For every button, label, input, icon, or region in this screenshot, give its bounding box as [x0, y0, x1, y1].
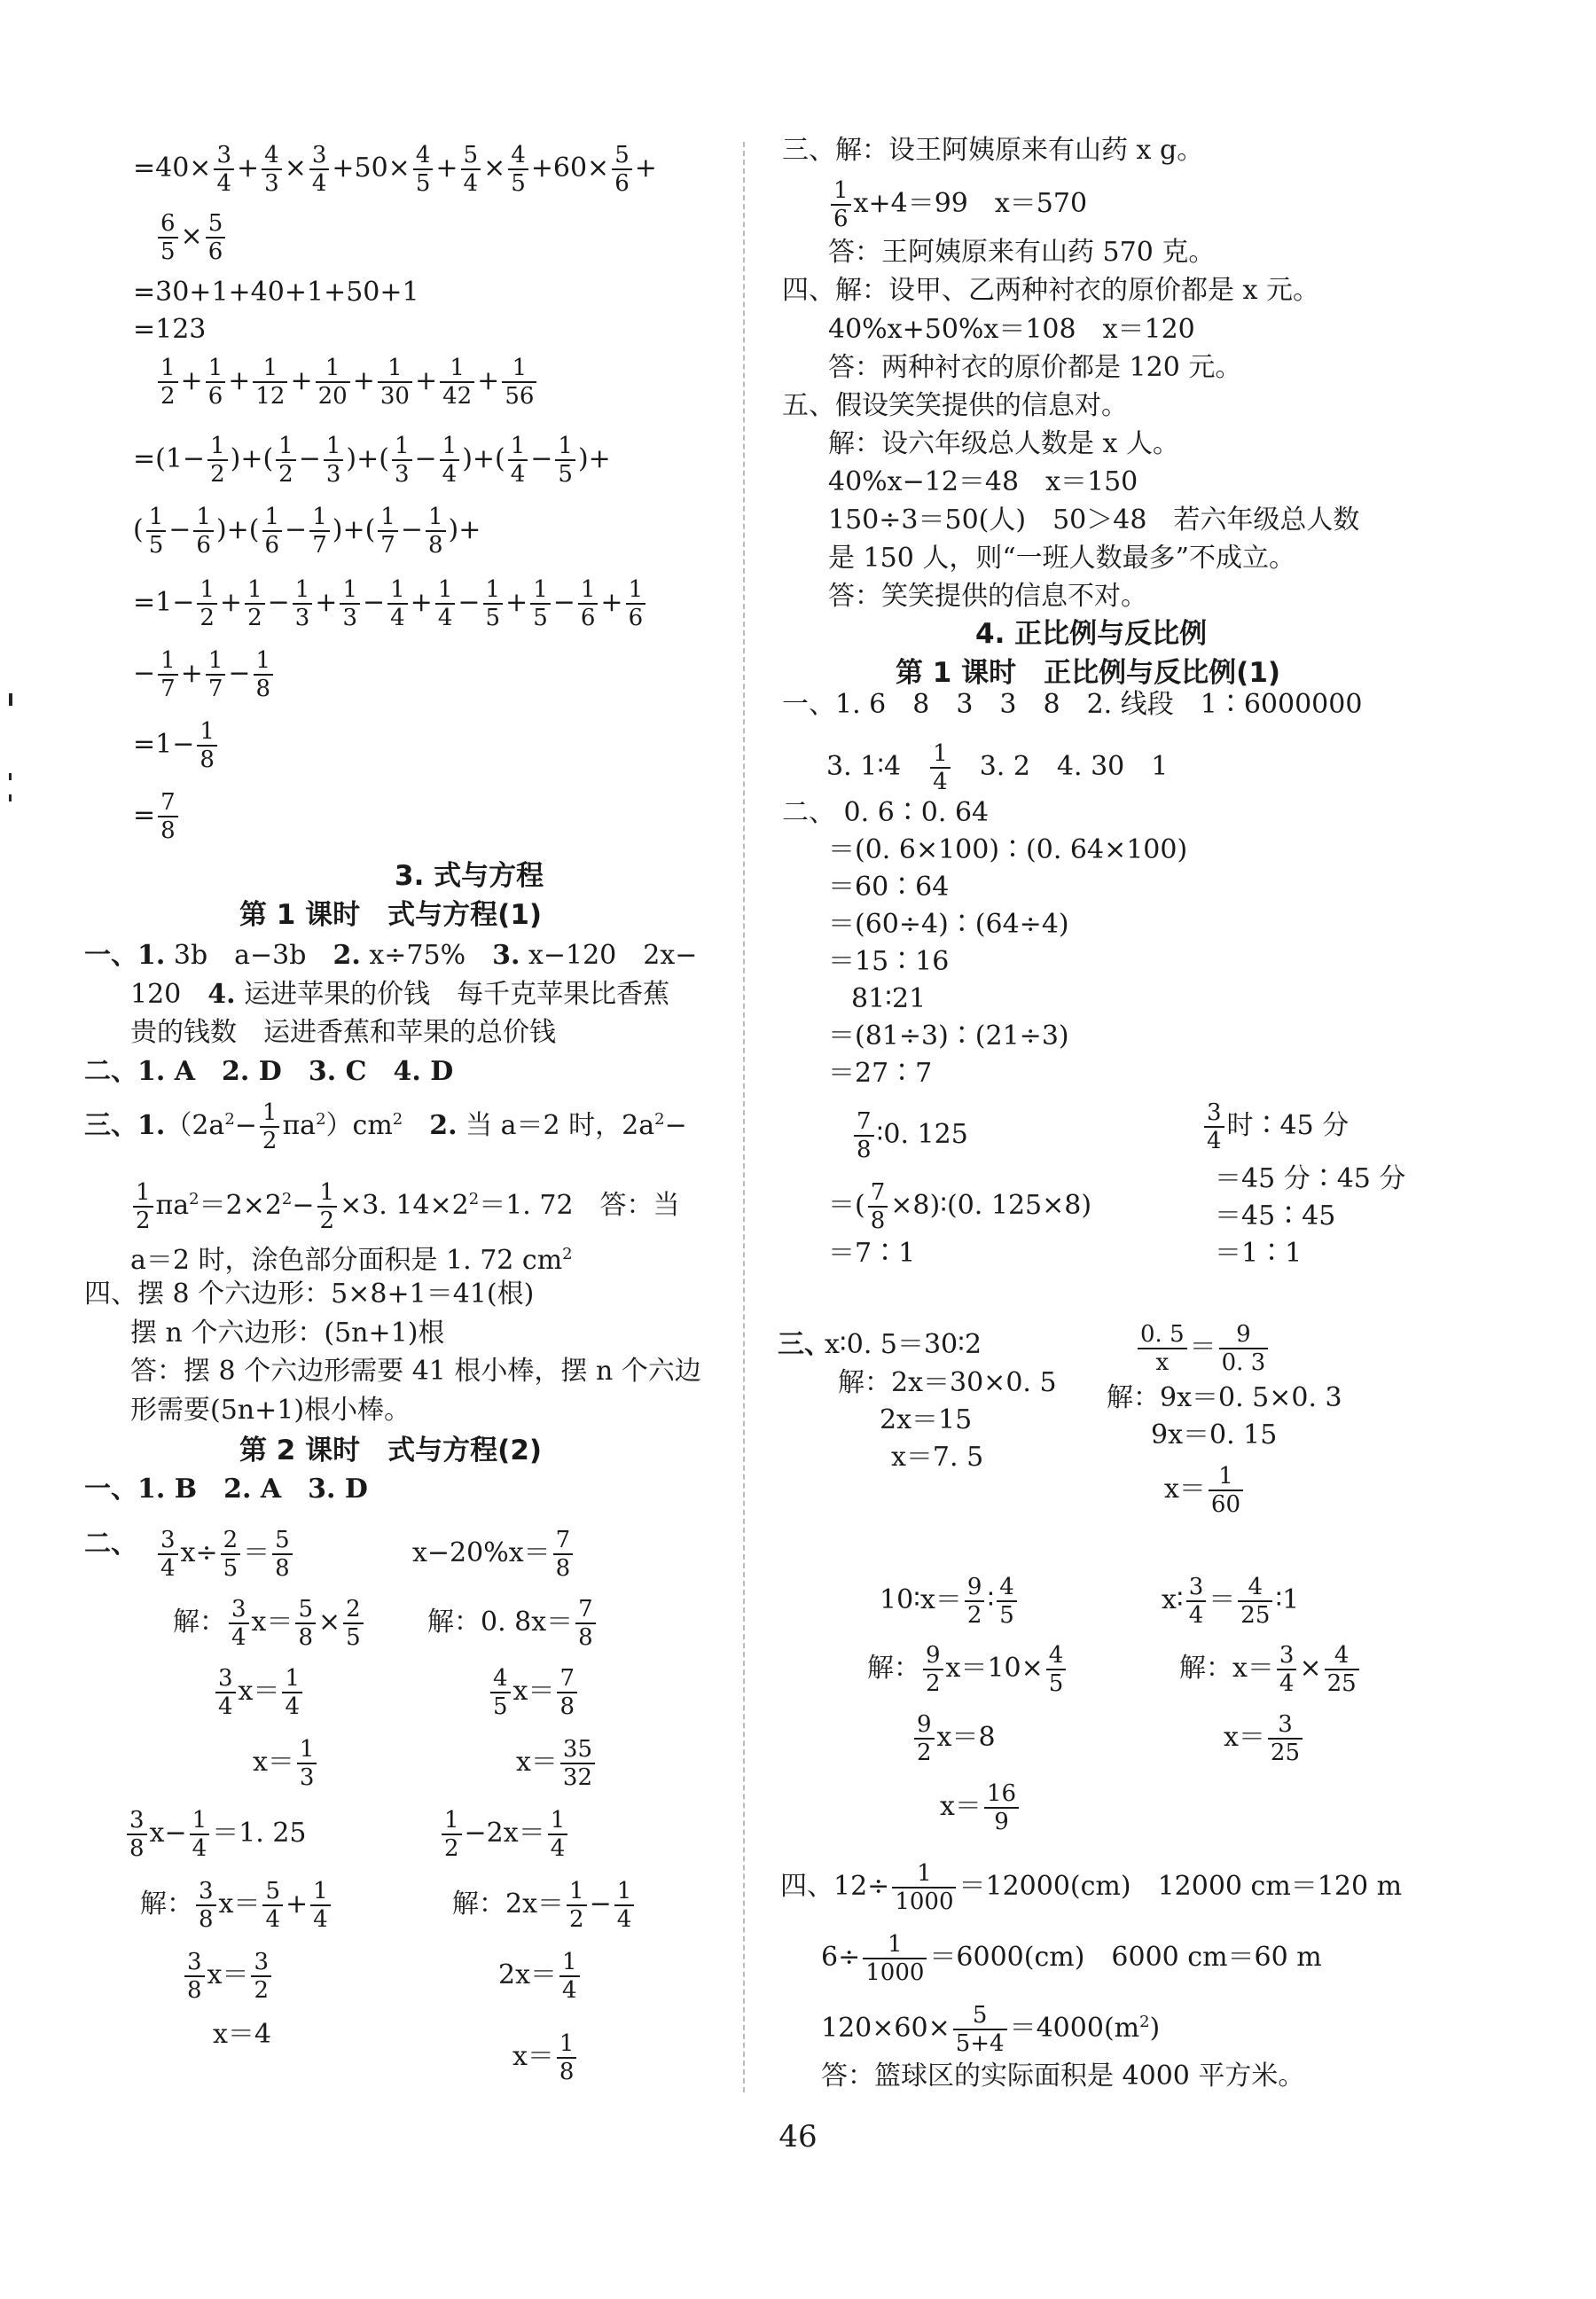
fraction: $\frac{3}{4}$ [229, 1596, 249, 1651]
section-title: 4. 正比例与反比例 [975, 618, 1208, 650]
fraction: $\frac{3}{4}$ [1186, 1574, 1207, 1629]
proportion-a-2: 解：2x＝30×0. 5 [838, 1367, 1057, 1398]
fraction: $\frac{1}{42}$ [440, 355, 474, 410]
q3-row-1: 三、 [778, 1329, 831, 1360]
fraction: $\frac{1}{4}$ [614, 1878, 635, 1933]
fraction: $\frac{2}{5}$ [221, 1527, 241, 1582]
proportion-b-2: 解：9x＝0. 5×0. 3 [1107, 1382, 1342, 1413]
fraction: $\frac{1}{2}$ [276, 433, 296, 488]
eq-d-2: 解：2x＝ $\frac{1}{2}$ − $\frac{1}{4}$ [452, 1878, 637, 1933]
fraction: $\frac{1}{6}$ [626, 576, 646, 631]
fraction: $\frac{1}{5}$ [530, 576, 551, 631]
fraction: $\frac{7}{8}$ [553, 1527, 574, 1582]
fraction: $\frac{1}{2}$ [260, 1099, 280, 1154]
fraction: $\frac{1}{4}$ [387, 576, 408, 631]
answer-line: ＝(60÷4)∶(64÷4) [828, 909, 1069, 940]
answer-line: ＝60∶64 [828, 872, 950, 903]
fraction: $\frac{7}{8}$ [575, 1596, 596, 1651]
lesson-title: 第 2 课时 式与方程(2) [239, 1435, 543, 1466]
proportion-b-1: $\frac{0. 5}{x}$ ＝ $\frac{9}{0. 3}$ [1135, 1321, 1271, 1376]
fraction: $\frac{6}{5}$ [158, 210, 178, 265]
answer-line: 40%x+50%x＝108 x＝120 [828, 314, 1195, 345]
eq-d-3: 2x＝ $\frac{1}{4}$ [498, 1949, 583, 2004]
fraction: $\frac{1}{4}$ [508, 433, 528, 488]
calc-line-5: $\frac{1}{2}$ + $\frac{1}{6}$ + $\frac{1}{12}$ + $\frac{1}{20}$ + $\frac{1}{30}$ + $\frac{1}{42}$ + $\frac{1}{56}$ [155, 355, 539, 410]
ratio-b-2: ＝45 分∶45 分 [1215, 1163, 1406, 1194]
fraction: $\frac{1}{5}$ [483, 576, 504, 631]
fraction: $\frac{3}{4}$ [215, 1665, 236, 1720]
fraction: $\frac{3}{2}$ [251, 1949, 271, 2004]
fraction: $\frac{1}{4}$ [435, 576, 456, 631]
q1-line-2: 120 4. 运进苹果的价钱 每千克苹果比香蕉 [130, 979, 670, 1010]
q4-line-2: 摆 n 个六边形：(5n+1)根 [130, 1318, 445, 1349]
proportion-c-2: 解： $\frac{9}{2}$ x＝10× $\frac{4}{5}$ [867, 1642, 1068, 1697]
column-divider [743, 142, 745, 2092]
eq-a-3: $\frac{3}{4}$ x＝ $\frac{1}{4}$ [213, 1665, 305, 1720]
fraction: $\frac{1}{60}$ [1209, 1463, 1243, 1518]
answer-line: $\frac{1}{6}$ x+4＝99 x＝570 [828, 177, 1087, 232]
answer-line: 四、解：设甲、乙两种衬衣的原价都是 x 元。 [782, 275, 1319, 306]
q5-line: 一、1. B 2. A 3. D [84, 1474, 368, 1505]
fraction: $\frac{1}{3}$ [297, 1736, 317, 1791]
fraction: $\frac{4}{3}$ [262, 142, 282, 197]
fraction: $\frac{0. 5}{x}$ [1138, 1321, 1187, 1376]
fraction: $\frac{5}{8}$ [272, 1527, 293, 1582]
fraction: $\frac{1}{2}$ [317, 1179, 338, 1234]
fraction: $\frac{3}{4}$ [1277, 1642, 1297, 1697]
fraction: $\frac{9}{0. 3}$ [1219, 1321, 1269, 1376]
fraction: $\frac{1}{3}$ [324, 433, 344, 488]
fraction: $\frac{1}{2}$ [245, 576, 265, 631]
q4-line-1: 四、摆 8 个六边形：5×8+1＝41(根) [84, 1279, 535, 1310]
fraction: $\frac{1}{56}$ [502, 355, 536, 410]
answer-line: 是 150 人，则“一班人数最多”不成立。 [828, 543, 1296, 574]
fraction: $\frac{4}{5}$ [413, 142, 434, 197]
fraction: $\frac{1}{7}$ [158, 647, 178, 702]
ratio-a-3: ＝7∶1 [828, 1238, 916, 1269]
fraction: $\frac{4}{25}$ [1238, 1574, 1272, 1629]
fraction: $\frac{1}{3}$ [340, 576, 360, 631]
proportion-c-1: 10∶x＝ $\frac{9}{2}$ ∶ $\frac{4}{5}$ [880, 1574, 1020, 1629]
eq-c-3: $\frac{3}{8}$ x＝ $\frac{3}{2}$ [182, 1949, 274, 2004]
fraction: $\frac{5}{4}$ [461, 142, 481, 197]
fraction: $\frac{1}{6}$ [831, 177, 851, 232]
fraction: $\frac{1}{7}$ [309, 504, 330, 559]
fraction: $\frac{1}{2}$ [442, 1807, 462, 1862]
fraction: $\frac{1}{8}$ [426, 504, 446, 559]
eq-a-4: x＝ $\frac{1}{3}$ [253, 1736, 319, 1791]
fraction: $\frac{3}{8}$ [196, 1878, 216, 1933]
fraction: $\frac{1}{6}$ [206, 355, 226, 410]
q4-calc-2: 6÷ $\frac{1}{1000}$ ＝6000(cm) 6000 cm＝60 m [821, 1931, 1322, 1986]
proportion-c-3: $\frac{9}{2}$ x＝8 [911, 1711, 996, 1766]
calc-line-10: =1− $\frac{1}{8}$ [133, 718, 220, 773]
fraction: $\frac{1}{12}$ [253, 355, 287, 410]
proportion-c-4: x＝ $\frac{16}{9}$ [940, 1780, 1021, 1835]
fraction: $\frac{3}{4}$ [158, 1527, 178, 1582]
fraction: $\frac{3}{8}$ [127, 1807, 147, 1862]
fraction: $\frac{4}{5}$ [508, 142, 528, 197]
answer-line: ＝(0. 6×100)∶(0. 64×100) [828, 834, 1188, 865]
fraction: $\frac{7}{8}$ [557, 1665, 577, 1720]
fraction: $\frac{1}{4}$ [282, 1665, 302, 1720]
fraction: $\frac{1}{8}$ [254, 647, 274, 702]
section-title: 3. 式与方程 [395, 860, 544, 892]
page-number: 46 [778, 2119, 818, 2154]
fraction: $\frac{5}{4}$ [262, 1878, 283, 1933]
fraction: $\frac{3}{25}$ [1268, 1711, 1303, 1766]
fraction: $\frac{1}{2}$ [567, 1878, 587, 1933]
ratio-a-2: ＝( $\frac{7}{8}$ ×8)∶(0. 125×8) [828, 1179, 1092, 1234]
fraction: $\frac{1}{6}$ [193, 504, 214, 559]
ratio-b-4: ＝1∶1 [1215, 1238, 1303, 1269]
fraction: $\frac{7}{8}$ [854, 1108, 874, 1163]
calc-line-3: =30+1+40+1+50+1 [133, 277, 419, 308]
fraction: $\frac{1}{1000}$ [892, 1860, 956, 1915]
fraction: $\frac{1}{4}$ [559, 1949, 580, 2004]
fraction: $\frac{1}{2}$ [197, 576, 217, 631]
eq-a-2: 解： $\frac{3}{4}$ x＝ $\frac{5}{8}$ × $\frac{2}{5}$ [173, 1596, 366, 1651]
fraction: $\frac{1}{6}$ [578, 576, 598, 631]
q4-line-3: 答：摆 8 个六边形需要 41 根小棒，摆 n 个六边 [130, 1356, 701, 1387]
eq-b-1: x−20%x＝ $\frac{7}{8}$ [412, 1527, 575, 1582]
answer-line: 三、解：设王阿姨原来有山药 x g。 [782, 135, 1204, 166]
fraction: $\frac{4}{5}$ [997, 1574, 1017, 1629]
q1-line-3: 贵的钱数 运进香蕉和苹果的总价钱 [130, 1017, 556, 1048]
answer-line: 答：王阿姨原来有山药 570 克。 [828, 237, 1216, 268]
eq-b-2: 解：0. 8x＝ $\frac{7}{8}$ [427, 1596, 598, 1651]
fraction: $\frac{3}{4}$ [1204, 1099, 1224, 1154]
proportion-d-3: x＝ $\frac{3}{25}$ [1224, 1711, 1305, 1766]
ratio-a-1: $\frac{7}{8}$ ∶0. 125 [851, 1108, 968, 1163]
ratio-b-3: ＝45∶45 [1215, 1200, 1336, 1232]
fraction: $\frac{9}{2}$ [914, 1711, 935, 1766]
fraction: $\frac{1}{5}$ [555, 433, 575, 488]
fraction: $\frac{5}{6}$ [612, 142, 632, 197]
proportion-a-1: x∶0. 5＝30∶2 [825, 1329, 982, 1360]
fraction: $\frac{9}{2}$ [923, 1642, 943, 1697]
q4-calc-1: 四、12÷ $\frac{1}{1000}$ ＝12000(cm) 12000 cm＝120 m [780, 1860, 1403, 1915]
answer-line: 81∶21 [851, 983, 927, 1014]
eq-b-3: $\frac{4}{5}$ x＝ $\frac{7}{8}$ [488, 1665, 580, 1720]
fraction: $\frac{1}{2}$ [207, 433, 228, 488]
answer-line: ＝27∶7 [828, 1058, 933, 1089]
proportion-b-4: x＝ $\frac{1}{60}$ [1164, 1463, 1246, 1518]
fraction: $\frac{1}{20}$ [316, 355, 350, 410]
answer-line: 解：设六年级总人数是 x 人。 [828, 428, 1179, 459]
answer-line: 150÷3＝50(人) 50＞48 若六年级总人数 [828, 504, 1360, 536]
q2-line: 二、1. A 2. D 3. C 4. D [84, 1056, 454, 1087]
q4-calc-3: 120×60× $\frac{5}{5+4}$ $=4000(m^2)$ [821, 2002, 1161, 2057]
fraction: $\frac{1}{8}$ [557, 2030, 577, 2085]
fraction: $\frac{1}{4}$ [190, 1807, 210, 1862]
q4-answer: 答：篮球区的实际面积是 4000 平方米。 [821, 2060, 1305, 2092]
fraction: $\frac{4}{5}$ [490, 1665, 511, 1720]
answer-line: 答：两种衬衣的原价都是 120 元。 [828, 352, 1242, 383]
fraction: $\frac{1}{4}$ [548, 1807, 568, 1862]
fraction: $\frac{1}{7}$ [378, 504, 398, 559]
fraction: $\frac{1}{5}$ [146, 504, 167, 559]
q3-line-1: 三、$1.(2a^2-$ $\frac{1}{2}$ $\pi a^2)cm^2$ 2. 当 a＝2 时，$2a^2-$ [84, 1099, 687, 1154]
answer-line: ＝(81÷3)∶(21÷3) [828, 1020, 1069, 1052]
fraction: $\frac{1}{2}$ [133, 1179, 153, 1234]
calc-line-1: =40× $\frac{3}{4}$ + $\frac{4}{3}$ × $\frac{3}{4}$ +50× $\frac{4}{5}$ + $\frac{5}{4}$ × $\frac{4}{5}$ +60× $\frac{5}{6}$ + [133, 142, 657, 197]
ratio-b-1: $\frac{3}{4}$ 时∶45 分 [1201, 1099, 1349, 1154]
lesson-title: 第 1 课时 正比例与反比例(1) [896, 657, 1281, 689]
fraction: $\frac{3}{4}$ [214, 142, 234, 197]
answer-line: 40%x−12＝48 x＝150 [828, 466, 1138, 497]
answer-line: 答：笑笑提供的信息不对。 [828, 581, 1147, 612]
fraction: $\frac{1}{1000}$ [863, 1931, 927, 1986]
fraction: $\frac{5}{8}$ [295, 1596, 316, 1651]
proportion-d-1: x∶ $\frac{3}{4}$ ＝ $\frac{4}{25}$ ∶1 [1162, 1574, 1300, 1629]
answer-line: ＝15∶16 [828, 946, 950, 977]
eq-c-4: x＝4 [213, 2019, 272, 2050]
proportion-b-3: 9x＝0. 15 [1151, 1419, 1278, 1451]
fraction: $\frac{5}{6}$ [206, 210, 226, 265]
proportion-d-2: 解：x＝ $\frac{3}{4}$ × $\frac{4}{25}$ [1179, 1642, 1362, 1697]
answer-line: 五、假设笑笑提供的信息对。 [782, 390, 1128, 421]
calc-line-7: ( $\frac{1}{5}$ − $\frac{1}{6}$ )+( $\frac{1}{6}$ − $\frac{1}{7}$ )+( $\frac{1}{7}$ − $\frac{1}{8}$ )+ [133, 504, 481, 559]
fraction: $\frac{35}{32}$ [560, 1736, 595, 1791]
eq-d-4: x＝ $\frac{1}{8}$ [512, 2030, 579, 2085]
fraction: $\frac{9}{2}$ [965, 1574, 985, 1629]
fraction: $\frac{1}{7}$ [206, 647, 226, 702]
calc-line-11: = $\frac{7}{8}$ [133, 789, 181, 844]
fraction: $\frac{1}{6}$ [262, 504, 283, 559]
eq-b-4: x＝ $\frac{35}{32}$ [516, 1736, 598, 1791]
fraction: $\frac{1}{4}$ [930, 740, 951, 795]
calc-line-4: =123 [133, 314, 207, 345]
fraction: $\frac{2}{5}$ [343, 1596, 364, 1651]
scan-mark [9, 693, 12, 706]
q6-row-1: 二、 [84, 1529, 137, 1560]
fraction: $\frac{1}{30}$ [378, 355, 412, 410]
scan-mark [9, 794, 12, 802]
fraction: $\frac{1}{4}$ [440, 433, 460, 488]
lesson-title: 第 1 课时 式与方程(1) [239, 899, 543, 931]
proportion-a-4: x＝7. 5 [891, 1442, 984, 1473]
calc-line-9: − $\frac{1}{7}$ + $\frac{1}{7}$ − $\frac{1}{8}$ [133, 647, 276, 702]
scan-mark [9, 773, 12, 780]
q3-line-2: $\frac{1}{2}$ $\pi a^2=2\times 2^2-$ $\frac{1}{2}$ ×3. $14\times 2^2=1$. 72 答：当 [130, 1179, 680, 1234]
fraction: $\frac{1}{3}$ [392, 433, 412, 488]
fraction: $\frac{16}{9}$ [984, 1780, 1019, 1835]
q4-line-4: 形需要(5n+1)根小棒。 [130, 1395, 411, 1426]
fraction: $\frac{1}{4}$ [310, 1878, 331, 1933]
fraction: $\frac{1}{3}$ [293, 576, 313, 631]
eq-a-1: $\frac{3}{4}$ x÷ $\frac{2}{5}$ ＝ $\frac{5}{8}$ [155, 1527, 295, 1582]
fraction: $\frac{7}{8}$ [158, 789, 178, 844]
fraction: $\frac{1}{8}$ [197, 718, 217, 773]
eq-d-1: $\frac{1}{2}$ −2x＝ $\frac{1}{4}$ [439, 1807, 570, 1862]
fraction: $\frac{7}{8}$ [868, 1179, 888, 1234]
answer-line: 3. 1∶4 $\frac{1}{4}$ 3. 2 4. 30 1 [826, 740, 1169, 795]
fraction: $\frac{3}{8}$ [184, 1949, 205, 2004]
fraction: $\frac{3}{4}$ [309, 142, 330, 197]
fraction: $\frac{1}{2}$ [158, 355, 178, 410]
calc-line-8: =1− $\frac{1}{2}$ + $\frac{1}{2}$ − $\frac{1}{3}$ + $\frac{1}{3}$ − $\frac{1}{4}$ + $\frac{1}{4}$ − $\frac{1}{5}$ + $\frac{1}{5}$ − $\frac{1}{6}$ + $\frac{1}{6}$ [133, 576, 648, 631]
answer-line: 一、1. 6 8 3 3 8 2. 线段 1∶6000000 [782, 689, 1363, 720]
eq-c-1: $\frac{3}{8}$ x− $\frac{1}{4}$ ＝1. 25 [124, 1807, 307, 1862]
fraction: $\frac{4}{25}$ [1325, 1642, 1359, 1697]
calc-line-6: =(1− $\frac{1}{2}$ )+( $\frac{1}{2}$ − $\frac{1}{3}$ )+( $\frac{1}{3}$ − $\frac{1}{4}$ )+( $\frac{1}{4}$ − $\frac{1}{5}$ )+ [133, 433, 611, 488]
answer-line: 二、 0. 6∶0. 64 [782, 797, 990, 828]
proportion-a-3: 2x＝15 [880, 1404, 973, 1435]
eq-c-2: 解： $\frac{3}{8}$ x＝ $\frac{5}{4}$ + $\frac{1}{4}$ [140, 1878, 333, 1933]
q3-line-3: a＝2 时，涂色部分面积是 1. 72 $cm^2$ [130, 1245, 573, 1276]
q1-line-1: 一、1. 3b a−3b 2. x÷75% 3. x−120 2x− [84, 940, 698, 971]
calc-line-2: $\frac{6}{5}$ × $\frac{5}{6}$ [155, 210, 228, 265]
fraction: $\frac{4}{5}$ [1046, 1642, 1067, 1697]
fraction: $\frac{5}{5+4}$ [953, 2002, 1007, 2057]
